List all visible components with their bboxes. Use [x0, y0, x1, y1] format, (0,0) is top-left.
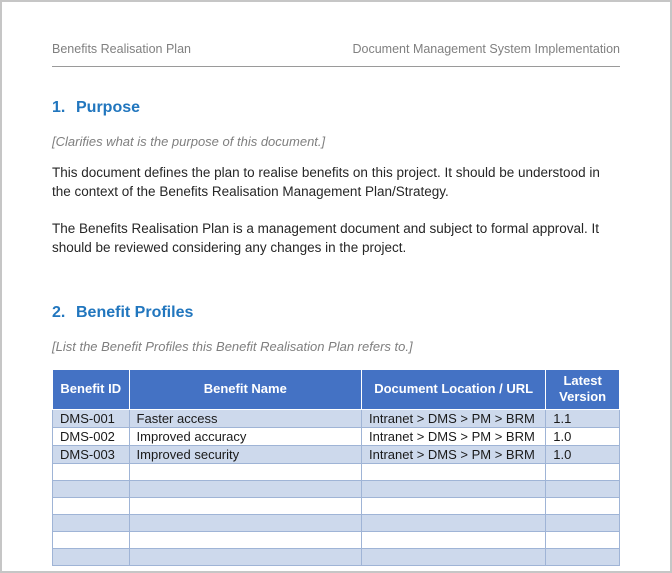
- column-header-latest-version: Latest Version: [546, 369, 620, 410]
- table-row: [53, 446, 620, 464]
- section-profiles-title: Benefit Profiles: [76, 303, 194, 321]
- cell-benefit-name: [129, 515, 361, 532]
- section-profiles-heading: [52, 304, 620, 322]
- table-row-empty: [53, 515, 620, 532]
- cell-benefit-name: Improved security: [129, 446, 361, 464]
- cell-document-location: Intranet > DMS > PM > BRM: [362, 428, 546, 446]
- purpose-paragraph-2: The Benefits Realisation Plan is a management document and subject to formal approval. It should be reviewed considering any changes in the project.: [52, 220, 600, 255]
- profiles-hint-text: [List the Benefit Profiles this Benefit Realisation Plan refers to.]: [52, 338, 413, 354]
- cell-benefit-id: [53, 515, 130, 532]
- section-profiles-number: 2.: [52, 303, 66, 321]
- cell-benefit-name: [129, 549, 361, 566]
- purpose-hint-text: [Clarifies what is the purpose of this document.]: [52, 134, 326, 149]
- cell-document-location: Intranet > DMS > PM > BRM: [362, 410, 546, 428]
- cell-benefit-id: [53, 498, 130, 515]
- table-body: [53, 410, 620, 566]
- benefit-profiles-table: [52, 369, 620, 567]
- cell-document-location: [362, 464, 546, 481]
- section-purpose-heading: [52, 99, 620, 117]
- cell-benefit-id: DMS-001: [53, 410, 130, 428]
- table-row: [53, 428, 620, 446]
- cell-document-location: [362, 549, 546, 566]
- document-header: [52, 42, 620, 67]
- cell-latest-version: 1.1: [546, 410, 620, 428]
- cell-document-location: [362, 498, 546, 515]
- cell-document-location: [362, 515, 546, 532]
- cell-benefit-name: [129, 481, 361, 498]
- cell-benefit-name: [129, 498, 361, 515]
- table-header-row: [53, 369, 620, 410]
- table-row-empty: [53, 464, 620, 481]
- column-header-document-location: Document Location / URL: [362, 369, 546, 410]
- table-row: [53, 410, 620, 428]
- cell-benefit-id: DMS-003: [53, 446, 130, 464]
- cell-latest-version: 1.0: [546, 428, 620, 446]
- purpose-paragraph-1: This document defines the plan to realise benefits on this project. It should be understood in the context of the Benefits Realisation Management Plan/Strategy.: [52, 165, 600, 199]
- cell-benefit-id: [53, 532, 130, 549]
- cell-document-location: Intranet > DMS > PM > BRM: [362, 446, 546, 464]
- cell-benefit-id: [53, 464, 130, 481]
- table-row-empty: [53, 498, 620, 515]
- cell-latest-version: [546, 532, 620, 549]
- document-page: [2, 2, 670, 566]
- cell-benefit-id: [53, 549, 130, 566]
- cell-latest-version: 1.0: [546, 446, 620, 464]
- cell-benefit-id: [53, 481, 130, 498]
- section-purpose-title: Purpose: [76, 99, 141, 116]
- header-right-title: Document Management System Implementation: [352, 42, 620, 56]
- cell-document-location: [362, 532, 546, 549]
- table-row-empty: [53, 532, 620, 549]
- cell-latest-version: [546, 549, 620, 566]
- cell-latest-version: [546, 464, 620, 481]
- cell-latest-version: [546, 515, 620, 532]
- column-header-benefit-id: Benefit ID: [53, 369, 130, 410]
- header-left-title: Benefits Realisation Plan: [52, 42, 191, 56]
- column-header-benefit-name: Benefit Name: [129, 369, 361, 410]
- section-purpose-number: 1.: [52, 99, 66, 116]
- table-row-empty: [53, 549, 620, 566]
- cell-document-location: [362, 481, 546, 498]
- table-row-empty: [53, 481, 620, 498]
- cell-latest-version: [546, 498, 620, 515]
- cell-benefit-name: Improved accuracy: [129, 428, 361, 446]
- cell-benefit-name: [129, 532, 361, 549]
- cell-benefit-id: DMS-002: [53, 428, 130, 446]
- cell-latest-version: [546, 481, 620, 498]
- cell-benefit-name: [129, 464, 361, 481]
- cell-benefit-name: Faster access: [129, 410, 361, 428]
